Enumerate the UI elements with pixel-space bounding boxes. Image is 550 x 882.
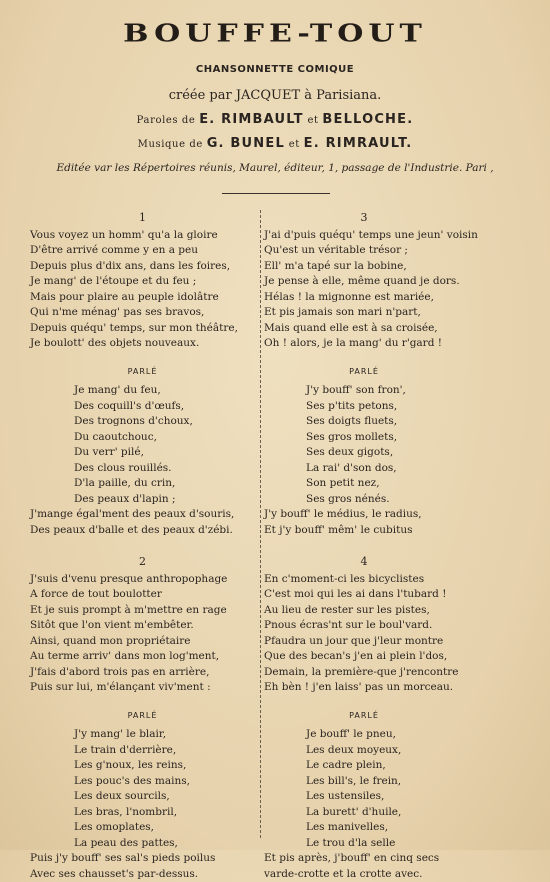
verse-line: A force de tout boulotter xyxy=(30,587,255,603)
spoken-line: Les g'noux, les reins, xyxy=(30,758,255,774)
verse-line: J'fais d'abord trois pas en arrière, xyxy=(30,665,255,681)
verse-3 xyxy=(264,228,464,352)
verse-line: Ell' m'a tapé sur la bobine, xyxy=(264,259,464,275)
verse-line: Oh ! alors, je la mang' du r'gard ! xyxy=(264,336,464,352)
spoken-line: Les bill's, le frein, xyxy=(264,774,464,790)
spoken-line: J'y bouff' le médius, le radius, xyxy=(264,507,464,523)
music-and: et xyxy=(289,139,300,150)
verse-line: Qui n'me ménag' pas ses bravos, xyxy=(30,305,255,321)
column-divider xyxy=(260,210,261,838)
spoken-line: Les omoplates, xyxy=(30,820,255,836)
spoken-line: D'la paille, du crin, xyxy=(30,476,255,492)
verse-line: En c'moment-ci les bicyclistes xyxy=(264,572,464,588)
spoken-line: Des peaux d'lapin ; xyxy=(30,492,255,508)
verse-line: Mais pour plaire au peuple idolâtre xyxy=(30,290,255,306)
verse-line: Eh bèn ! j'en laiss' pas un morceau. xyxy=(264,680,464,696)
verse-line: Sitôt que l'on vient m'embêter. xyxy=(30,618,255,634)
parle-4 xyxy=(264,727,464,882)
spoken-line: Ses deux gigots, xyxy=(264,445,464,461)
verse-number: 4 xyxy=(264,554,464,570)
verse-number: 1 xyxy=(30,210,255,226)
lyrics-prefix: Paroles de xyxy=(137,115,196,126)
spoken-line: Le cadre plein, xyxy=(264,758,464,774)
verse-line: Depuis plus d'dix ans, dans les foires, xyxy=(30,259,255,275)
parle-1 xyxy=(30,383,255,538)
verse-line: Mais quand elle est à sa croisée, xyxy=(264,321,464,337)
lyrics-and: et xyxy=(307,115,318,126)
title-rule xyxy=(222,193,330,194)
parle-label: PARLÉ xyxy=(264,364,464,380)
lyrics-author-1: E. RIMBAULT xyxy=(199,112,303,127)
spoken-line: Des clous rouillés. xyxy=(30,461,255,477)
verse-line: Au lieu de rester sur les pistes, xyxy=(264,603,464,619)
verse-line: Demain, la première-que j'rencontre xyxy=(264,665,464,681)
created-by-line: créée par JACQUET à Parisiana. xyxy=(0,88,550,103)
spoken-line: La burett' d'huile, xyxy=(264,805,464,821)
spoken-line: Et j'y bouff' mêm' le cubitus xyxy=(264,523,464,539)
verse-line: J'suis d'venu presque anthropophage xyxy=(30,572,255,588)
lyrics-author-2: BELLOCHE. xyxy=(322,112,413,127)
spoken-line: Ses doigts fluets, xyxy=(264,414,464,430)
spoken-line: Du verr' pilé, xyxy=(30,445,255,461)
verse-line: Vous voyez un homm' qu'a la gloire xyxy=(30,228,255,244)
edition-line: Editée var les Répertoires réunis, Maurel, éditeur, 1, passage de l'Industrie. Pari , xyxy=(0,162,550,174)
verse-line: Pnous écras'nt sur le boul'vard. xyxy=(264,618,464,634)
verse-line: Que des becan's j'en ai plein l'dos, xyxy=(264,649,464,665)
verse-line: C'est moi qui les ai dans l'tubard ! xyxy=(264,587,464,603)
music-author-1: G. BUNEL xyxy=(207,136,285,151)
spoken-line: Des coquill's d'œufs, xyxy=(30,399,255,415)
music-credit xyxy=(0,136,550,151)
spoken-line: Les bras, l'nombril, xyxy=(30,805,255,821)
spoken-line: Des peaux d'balle et des peaux d'zébi. xyxy=(30,523,255,539)
lyrics-credit xyxy=(0,112,550,127)
spoken-line: Les manivelles, xyxy=(264,820,464,836)
spoken-line: La rai' d'son dos, xyxy=(264,461,464,477)
song-title: BOUFFE-TOUT xyxy=(0,19,550,48)
spoken-line: Puis j'y bouff' ses sal's pieds poilus xyxy=(30,851,255,867)
parle-2 xyxy=(30,727,255,882)
spoken-line: Ses gros nénés. xyxy=(264,492,464,508)
song-subtitle: CHANSONNETTE COMIQUE xyxy=(0,64,550,75)
verse-number: 2 xyxy=(30,554,255,570)
verse-line: Depuis quéqu' temps, sur mon théâtre, xyxy=(30,321,255,337)
spoken-line: Des trognons d'choux, xyxy=(30,414,255,430)
left-column xyxy=(30,210,255,882)
verse-line: Puis sur lui, m'élançant viv'ment : xyxy=(30,680,255,696)
verse-line: Hélas ! la mignonne est mariée, xyxy=(264,290,464,306)
verse-line: Ainsi, quand mon propriétaire xyxy=(30,634,255,650)
spoken-line: Les deux sourcils, xyxy=(30,789,255,805)
verse-number: 3 xyxy=(264,210,464,226)
verse-line: Qu'est un véritable trésor ; xyxy=(264,243,464,259)
spoken-line: Ses p'tits petons, xyxy=(264,399,464,415)
spoken-line: Les deux moyeux, xyxy=(264,743,464,759)
spoken-line: Les pouc's des mains, xyxy=(30,774,255,790)
spoken-line: La peau des pattes, xyxy=(30,836,255,852)
spoken-line: Et pis après, j'bouff' en cinq secs xyxy=(264,851,464,867)
parle-label: PARLÉ xyxy=(30,364,255,380)
spoken-line: Ses gros mollets, xyxy=(264,430,464,446)
spoken-line: Les ustensiles, xyxy=(264,789,464,805)
verse-line: Et pis jamais son mari n'part, xyxy=(264,305,464,321)
verse-line: Et je suis prompt à m'mettre en rage xyxy=(30,603,255,619)
verse-line: D'être arrivé comme y en a peu xyxy=(30,243,255,259)
verse-4 xyxy=(264,572,464,696)
verse-line: Je mang' de l'étoupe et du feu ; xyxy=(30,274,255,290)
verse-line: Je pense à elle, même quand je dors. xyxy=(264,274,464,290)
spoken-line: J'y bouff' son fron', xyxy=(264,383,464,399)
parle-3 xyxy=(264,383,464,538)
music-author-2: E. RIMRAULT. xyxy=(304,136,413,151)
verse-2 xyxy=(30,572,255,696)
spoken-line: Le trou d'la selle xyxy=(264,836,464,852)
spoken-line: varde-crotte et la crotte avec. xyxy=(264,867,464,882)
verse-line: J'ai d'puis quéqu' temps une jeun' voisin xyxy=(264,228,464,244)
spoken-line: Du caoutchouc, xyxy=(30,430,255,446)
parle-label: PARLÉ xyxy=(264,708,464,724)
spoken-line: J'mange égal'ment des peaux d'souris, xyxy=(30,507,255,523)
right-column xyxy=(264,210,464,882)
music-prefix: Musique de xyxy=(138,139,203,150)
verse-line: Je boulott' des objets nouveaux. xyxy=(30,336,255,352)
spoken-line: Je mang' du feu, xyxy=(30,383,255,399)
parle-label: PARLÉ xyxy=(30,708,255,724)
verse-line: Au terme arriv' dans mon log'ment, xyxy=(30,649,255,665)
spoken-line: Son petit nez, xyxy=(264,476,464,492)
spoken-line: Le train d'derrière, xyxy=(30,743,255,759)
verse-1 xyxy=(30,228,255,352)
spoken-line: J'y mang' le blair, xyxy=(30,727,255,743)
verse-line: Pfaudra un jour que j'leur montre xyxy=(264,634,464,650)
spoken-line: Je bouff' le pneu, xyxy=(264,727,464,743)
spoken-line: Avec ses chausset's par-dessus. xyxy=(30,867,255,882)
